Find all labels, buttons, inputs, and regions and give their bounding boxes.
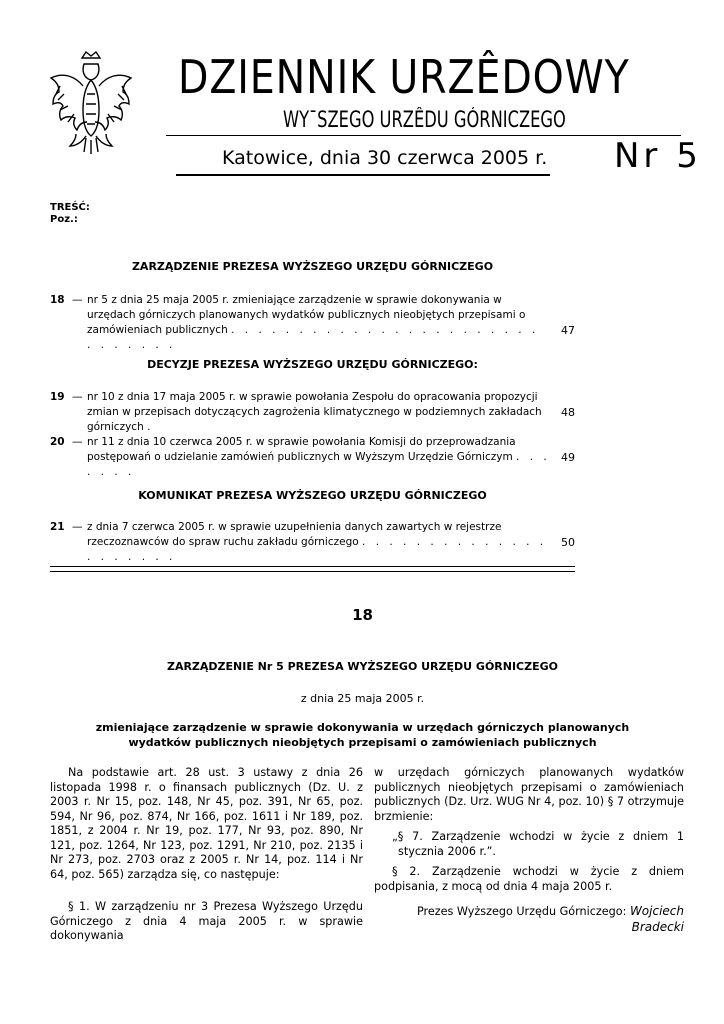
toc-entry-text: nr 10 z dnia 17 maja 2005 r. w sprawie powołania Zespołu do opracowania propozycji zmian w przepisach dotyczących zagrożenia klimatycznego w podziemnych zakładach górniczych [87, 391, 542, 433]
toc-entry-page: 49 [561, 451, 575, 464]
quoted-provision: „§ 7. Zarządzenie wchodzi w życie z dniem 1 stycznia 2006 r.”. [392, 830, 684, 858]
journal-title: DZIENNIK URZÊDOWY [178, 50, 630, 104]
toc-entry-page: 50 [561, 536, 575, 549]
toc-entry-text: z dnia 7 czerwca 2005 r. w sprawie uzupełnienia danych zawartych w rejestrze rzeczoznawców do spraw ruchu zakładu górniczego [87, 521, 502, 548]
signature [374, 904, 684, 935]
toc-entry[interactable] [50, 390, 575, 433]
journal-subtitle: WY¯SZEGO URZÊDU GÓRNICZEGO [283, 108, 566, 133]
leader-dots: . . . . . . . [87, 451, 551, 478]
leader-dots: . . . . . . . . . . . . . . . . . . . . . . . . . . . . . . [87, 324, 539, 351]
toc-entry-text: nr 5 z dnia 25 maja 2005 r. zmieniające zarządzenie w sprawie dokonywania w urzędach górniczych planowanych wydatków publicznych nieobjętych przepisami o zamówieniach publicznych [87, 294, 526, 336]
right-column [374, 766, 684, 935]
signature-name: Wojciech Bradecki [629, 904, 684, 934]
toc-section-heading: ZARZĄDZENIE PREZESA WYŻSZEGO URZĘDU GÓRNICZEGO [131, 260, 494, 273]
toc-entry-text: nr 11 z dnia 10 czerwca 2005 r. w sprawie powołania Komisji do przeprowadzania postępowań o udzielanie zamówień publicznych w Wyższym Urzędzie Górniczym [87, 436, 516, 463]
signature-role: Prezes Wyższego Urzędu Górniczego: [416, 905, 627, 918]
paragraph-1-start: § 1. W zarządzeniu nr 3 Prezesa Wyższego Urzędu Górniczego z dnia 4 maja 2005 r. w sprawie dokonywania [50, 900, 363, 942]
section-divider [50, 566, 575, 572]
toc-entry-dash: — [72, 521, 83, 533]
toc-entry[interactable] [50, 293, 575, 351]
toc-entry-dash: — [72, 391, 83, 403]
toc-entry-number: 18 [50, 294, 65, 306]
toc-entry-number: 21 [50, 521, 65, 533]
document-subject: zmieniające zarządzenie w sprawie dokonywania w urzędach górniczych planowanych wydatków publicznych nieobjętych przepisami o zamówieniach publicznych [95, 721, 630, 749]
toc-entry-dash: — [72, 294, 83, 306]
toc-entry[interactable] [50, 435, 575, 478]
toc-contents-label: TREŚĆ: [50, 202, 90, 213]
preamble-paragraph: Na podstawie art. 28 ust. 3 ustawy z dnia 26 listopada 1998 r. o finansach publicznych (Dz. U. z 2003 r. Nr 15, poz. 148, Nr 45, poz. 391, Nr 65, poz. 594, Nr 96, poz. 874, Nr 166, poz. 1611 i Nr 189, poz. 1851, z 2004 r. Nr 19, poz. 177, Nr 93, poz. 890, Nr 121, poz. 1264, Nr 123, poz. 1291, Nr 210, poz. 2135 i Nr 273, poz. 2703 oraz z 2005 r. Nr 14, poz. 114 i Nr 64, poz. 565) zarządza się, co następuje: [50, 766, 363, 881]
paragraph-2: § 2. Zarządzenie wchodzi w życie z dniem podpisania, z mocą od dnia 4 maja 2005 r. [374, 865, 684, 893]
toc-entry[interactable] [50, 520, 575, 563]
toc-pos-label: Poz.: [50, 214, 78, 225]
toc-entry-dash: — [72, 436, 83, 448]
leader-dots: . . . . . . . . . . . . . . . . . . . . . [87, 536, 547, 563]
toc-section-heading: DECYZJE PREZESA WYŻSZEGO URZĘDU GÓRNICZEGO: [147, 358, 478, 371]
document-number: 18 [352, 606, 373, 624]
toc-entry-number: 20 [50, 436, 65, 448]
toc-entry-number: 19 [50, 391, 65, 403]
issue-number: Nr 5 [614, 136, 702, 176]
toc-entry-page: 48 [561, 406, 575, 419]
place-date: Katowice, dnia 30 czerwca 2005 r. [222, 147, 548, 169]
paragraph-1-continued: w urzędach górniczych planowanych wydatków publicznych nieobjętych przepisami o zamówieniach publicznych (Dz. Urz. WUG Nr 4, poz. 10) § 7 otrzymuje brzmienie: [374, 766, 684, 823]
eagle-emblem-icon [46, 50, 136, 156]
leader-dots: . [147, 421, 154, 433]
header-rule [166, 135, 681, 136]
left-column [50, 766, 363, 944]
document-title: ZARZĄDZENIE Nr 5 PREZESA WYŻSZEGO URZĘDU GÓRNICZEGO [166, 660, 559, 673]
document-date: z dnia 25 maja 2005 r. [300, 692, 425, 705]
place-date-rule [176, 174, 550, 176]
toc-entry-page: 47 [561, 324, 575, 337]
toc-section-heading: KOMUNIKAT PREZESA WYŻSZEGO URZĘDU GÓRNICZEGO [138, 489, 487, 502]
